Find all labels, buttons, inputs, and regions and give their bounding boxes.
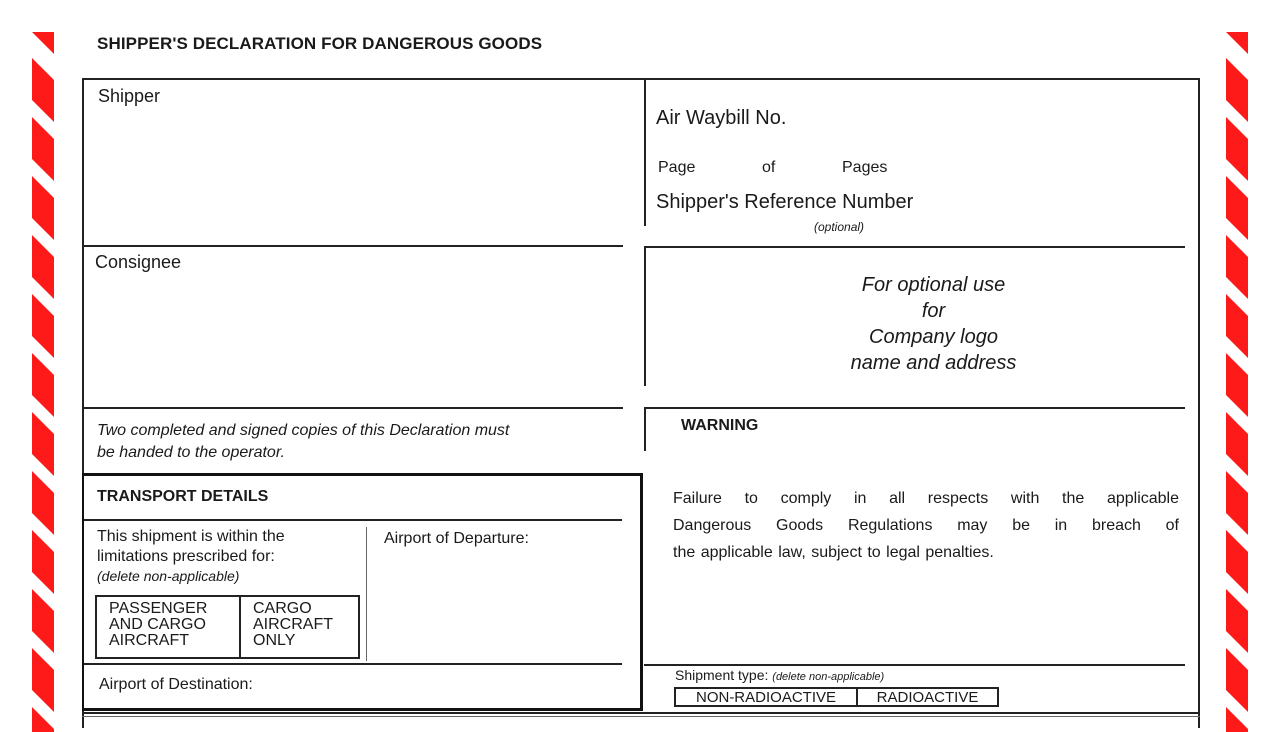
shipment-type-top-line	[644, 664, 1185, 666]
warning-line-1: Failure to comply in all respects with the applicable	[673, 490, 1179, 507]
shipment-type-text: Shipment type:	[675, 667, 769, 683]
logo-line-1: For optional use	[861, 274, 1006, 296]
option-1-line-3: AIRCRAFT	[109, 632, 189, 649]
hazard-border-right	[1226, 32, 1249, 732]
logo-line-4: name and address	[850, 352, 1017, 374]
airport-of-destination-field[interactable]	[84, 665, 640, 709]
consignee-field[interactable]	[84, 247, 624, 405]
option-non-radioactive[interactable]: NON-RADIOACTIVE	[674, 687, 858, 707]
option-cargo-aircraft-only[interactable]	[239, 595, 360, 659]
logo-line-2: for	[921, 300, 946, 322]
logo-line-3: Company logo	[869, 326, 998, 348]
shipper-label: Shipper	[98, 86, 161, 106]
option-1-line-1: PASSENGER	[109, 600, 208, 617]
air-waybill-section	[646, 80, 1196, 234]
copies-note-top-line	[82, 407, 623, 409]
hazard-stripes-right-icon	[1226, 32, 1249, 732]
logo-box-top-line	[644, 246, 1185, 248]
warning-text	[673, 485, 1179, 566]
bottom-section-line	[82, 712, 1200, 714]
option-1-line-2: AND CARGO	[109, 616, 206, 633]
option-passenger-and-cargo-aircraft[interactable]	[95, 595, 241, 659]
warning-line-2: Dangerous Goods Regulations may be in breach of	[673, 517, 1179, 534]
hazard-border-left	[32, 32, 55, 732]
warning-top-line	[644, 407, 1185, 409]
hazard-stripes-left-icon	[32, 32, 55, 732]
option-radioactive[interactable]: RADIOACTIVE	[856, 687, 999, 707]
copies-note-line-1: Two completed and signed copies of this Declaration must	[97, 422, 510, 439]
airport-of-departure-field[interactable]	[368, 521, 622, 661]
reference-optional-note: (optional)	[814, 220, 865, 234]
airport-of-departure-label: Airport of Departure:	[384, 530, 529, 547]
copies-note	[97, 420, 509, 464]
page-label: Page	[658, 159, 696, 176]
of-label: of	[762, 159, 776, 176]
limitations-note: (delete non-applicable)	[97, 568, 240, 584]
pages-label: Pages	[842, 159, 888, 176]
departure-divider	[366, 527, 367, 661]
warning-left-line	[644, 407, 646, 451]
shipment-type-note: (delete non-applicable)	[772, 671, 885, 683]
airport-of-destination-label: Airport of Destination:	[99, 676, 253, 693]
shipment-type-label	[675, 667, 884, 683]
warning-heading: WARNING	[681, 417, 759, 434]
air-waybill-label: Air Waybill No.	[656, 107, 787, 129]
copies-note-line-2: be handed to the operator.	[97, 444, 285, 461]
limitations-line-2: limitations prescribed for:	[97, 548, 275, 565]
shipper-field[interactable]	[84, 80, 642, 244]
consignee-label: Consignee	[95, 252, 182, 272]
company-logo-area	[646, 272, 1221, 376]
transport-details-heading: TRANSPORT DETAILS	[97, 488, 269, 505]
option-2-line-1: CARGO	[253, 600, 312, 617]
option-2-line-2: AIRCRAFT	[253, 616, 333, 633]
shipper-reference-label: Shipper's Reference Number	[656, 191, 914, 213]
frame-right	[1198, 78, 1200, 728]
limitations-line-1: This shipment is within the	[97, 528, 285, 545]
option-2-line-3: ONLY	[253, 632, 296, 649]
limitations-text	[97, 527, 285, 585]
warning-line-3: the applicable law, subject to legal penalties.	[673, 544, 994, 561]
document-title: SHIPPER'S DECLARATION FOR DANGEROUS GOODS	[97, 34, 543, 53]
bottom-section-line-2	[82, 716, 1200, 717]
